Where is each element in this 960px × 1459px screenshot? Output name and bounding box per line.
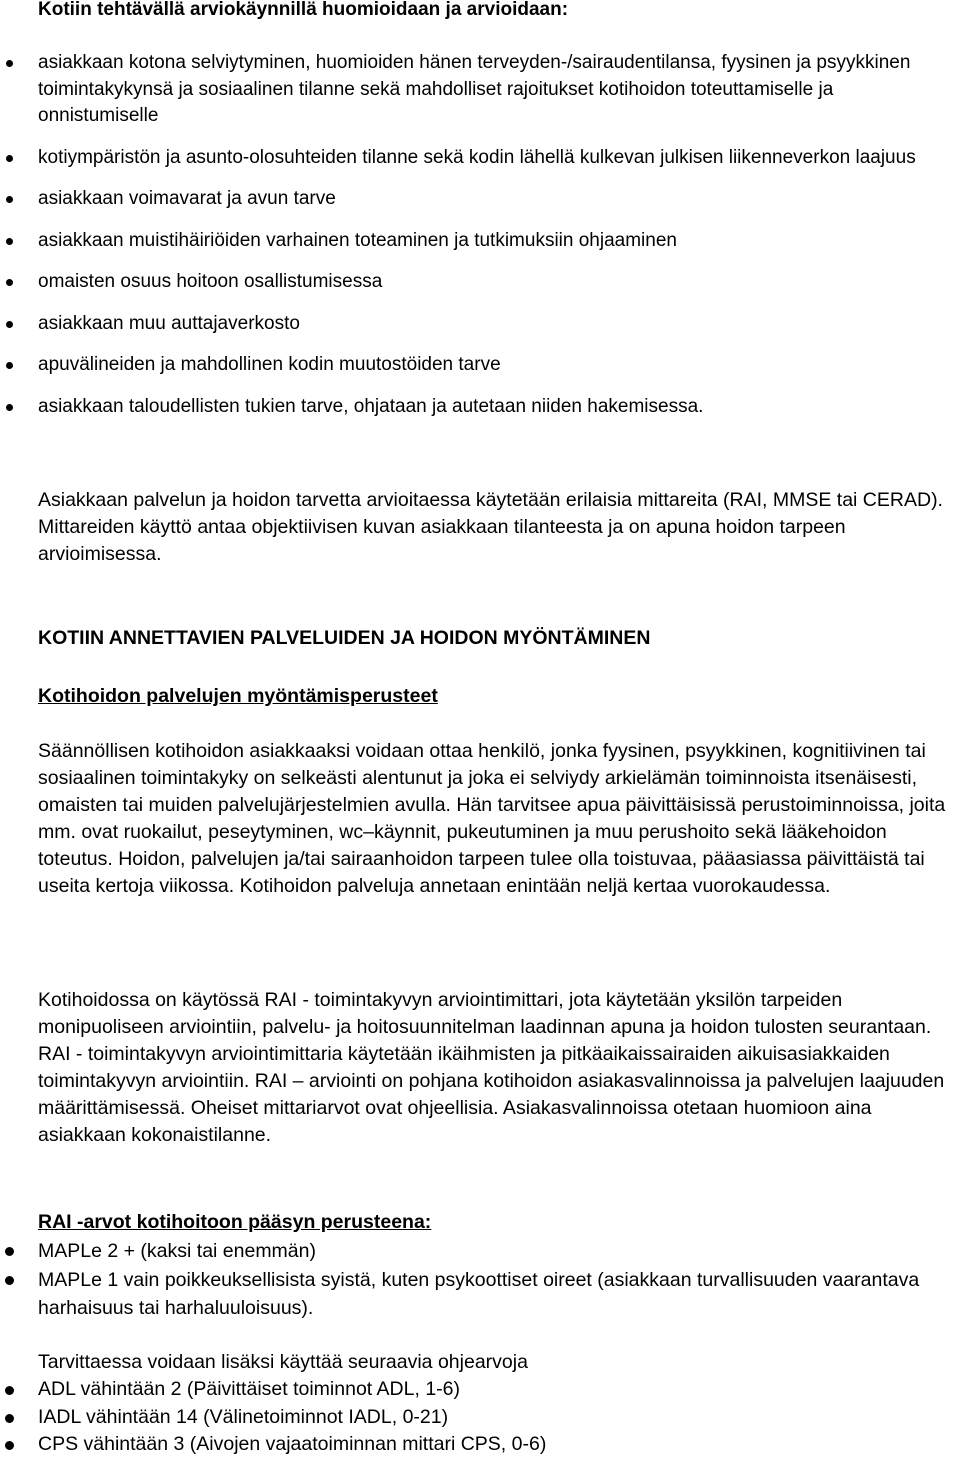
subsection-title: Kotihoidon palvelujen myöntämisperusteet	[38, 685, 438, 707]
criteria-paragraph: Säännöllisen kotihoidon asiakkaaksi voidaan ottaa henkilö, jonka fyysinen, psyykkinen, kognitiivinen tai sosiaalinen toimintakyky on selkeästi alentunut ja joka ei selviydy arkielämän toiminnoista itsenäisesti, omaisten tai muiden palvelujärjestelmien avulla. Hän tarvitsee apua päivittäisissä perustoiminnoissa, joita mm. ovat ruokailut, peseytyminen, wc–käynnit, pukeutuminen ja muu perushoito sekä lääkehoidon toteutus. Hoidon, palvelujen ja/tai sairaanhoidon tarpeen tulee olla toistuvaa, pääasiassa päivittäistä tai useita kertoja viikossa. Kotihoidon palveluja annetaan enintään neljä kertaa vuorokaudessa.	[38, 740, 946, 897]
list-item-text: asiakkaan kotona selviytyminen, huomioiden hänen terveyden-/sairaudentilansa, fyysinen ja psyykkinen toimintakykynsä ja sosiaalinen tilanne sekä mahdolliset rajoitukset kotihoidon toteuttamiselle ja onnistumiselle	[38, 52, 911, 126]
extra-intro: Tarvittaessa voidaan lisäksi käyttää seuraavia ohjearvoja	[38, 1351, 528, 1373]
list-item-text: MAPLe 2 + (kaksi tai enemmän)	[38, 1240, 316, 1262]
bullet-icon	[6, 404, 13, 411]
rai-list	[38, 1237, 950, 1323]
list-item-text: CPS vähintään 3 (Aivojen vajaatoiminnan mittari CPS, 0-6)	[38, 1433, 547, 1455]
assessment-list	[38, 50, 943, 420]
extra-list	[38, 1376, 950, 1459]
bullet-icon	[5, 1276, 14, 1285]
rai-heading: RAI -arvot kotihoitoon pääsyn perusteena:	[38, 1211, 432, 1233]
list-item-text: asiakkaan muistihäiriöiden varhainen toteaminen ja tutkimuksiin ohjaaminen	[38, 229, 677, 251]
extra-criteria-section	[38, 1376, 950, 1459]
list-item-text: asiakkaan muu auttajaverkosto	[38, 312, 300, 334]
list-item	[38, 394, 943, 421]
list-item-text: MAPLe 1 vain poikkeuksellisista syistä, kuten psykoottiset oireet (asiakkaan turvallisuuden vaarantava harhaisuus tai harhaluuloisuus).	[38, 1268, 920, 1319]
section-title: KOTIIN ANNETTAVIEN PALVELUIDEN JA HOIDON MYÖNTÄMINEN	[38, 627, 651, 649]
list-item	[38, 186, 943, 213]
bullet-icon	[5, 1247, 14, 1256]
list-item-text: kotiympäristön ja asunto-olosuhteiden tilanne sekä kodin lähellä kulkevan julkisen liikenneverkon laajuus	[38, 146, 916, 168]
list-item	[38, 1431, 950, 1459]
list-item	[38, 269, 943, 296]
list-item	[38, 311, 943, 338]
bullet-icon	[6, 196, 13, 203]
list-item-text: asiakkaan voimavarat ja avun tarve	[38, 188, 336, 209]
bullet-icon	[6, 60, 13, 67]
list-item	[38, 352, 943, 379]
list-item	[38, 228, 943, 255]
list-item-text: asiakkaan taloudellisten tukien tarve, ohjataan ja autetaan niiden hakemisessa.	[38, 395, 704, 417]
list-item	[38, 1237, 950, 1266]
bullet-icon	[6, 279, 13, 286]
list-item	[38, 1404, 950, 1432]
bullet-icon	[6, 321, 13, 328]
list-item-text: IADL vähintään 14 (Välinetoiminnot IADL, 0-21)	[38, 1405, 449, 1428]
bullet-icon	[5, 1386, 14, 1395]
list-item	[38, 50, 943, 130]
list-item-text: apuvälineiden ja mahdollinen kodin muutostöiden tarve	[38, 354, 501, 375]
bullet-icon	[5, 1414, 14, 1423]
rai-criteria-section	[38, 1237, 950, 1323]
bullet-icon	[5, 1441, 14, 1450]
list-item	[38, 145, 943, 172]
assessment-heading: Kotiin tehtävällä arviokäynnillä huomioidaan ja arvioidaan:	[38, 0, 569, 20]
measurement-paragraph: Asiakkaan palvelun ja hoidon tarvetta arvioitaessa käytetään erilaisia mittareita (RAI, MMSE tai CERAD). Mittareiden käyttö antaa objektiivisen kuvan asiakkaan tilanteesta ja on apuna hoidon tarpeen arvioimisessa.	[38, 489, 943, 565]
bullet-icon	[6, 238, 13, 245]
list-item	[38, 1266, 950, 1323]
bullet-icon	[6, 362, 13, 369]
rai-paragraph: Kotihoidossa on käytössä RAI - toimintakyvyn arviointimittari, jota käytetään yksilön tarpeiden monipuoliseen arviointiin, palvelu- ja hoitosuunnitelman laadinnan apuna ja hoidon tulosten seurantaan. RAI - toimintakyvyn arviointimittaria käytetään ikäihmisten ja pitkäaikaissairaiden aikuisasiakkaiden toimintakyvyn arviointiin. RAI – arviointi on pohjana kotihoidon asiakasvalinnoissa ja palvelujen laajuuden määrittämisessä. Oheiset mittariarvot ovat ohjeellisia. Asiakasvalinnoissa otetaan huomioon aina asiakkaan kokonaistilanne.	[38, 989, 945, 1146]
list-item	[38, 1376, 950, 1404]
list-item-text: ADL vähintään 2 (Päivittäiset toiminnot ADL, 1-6)	[38, 1378, 460, 1400]
assessment-section	[38, 50, 943, 435]
bullet-icon	[6, 155, 13, 162]
list-item-text: omaisten osuus hoitoon osallistumisessa	[38, 271, 383, 292]
